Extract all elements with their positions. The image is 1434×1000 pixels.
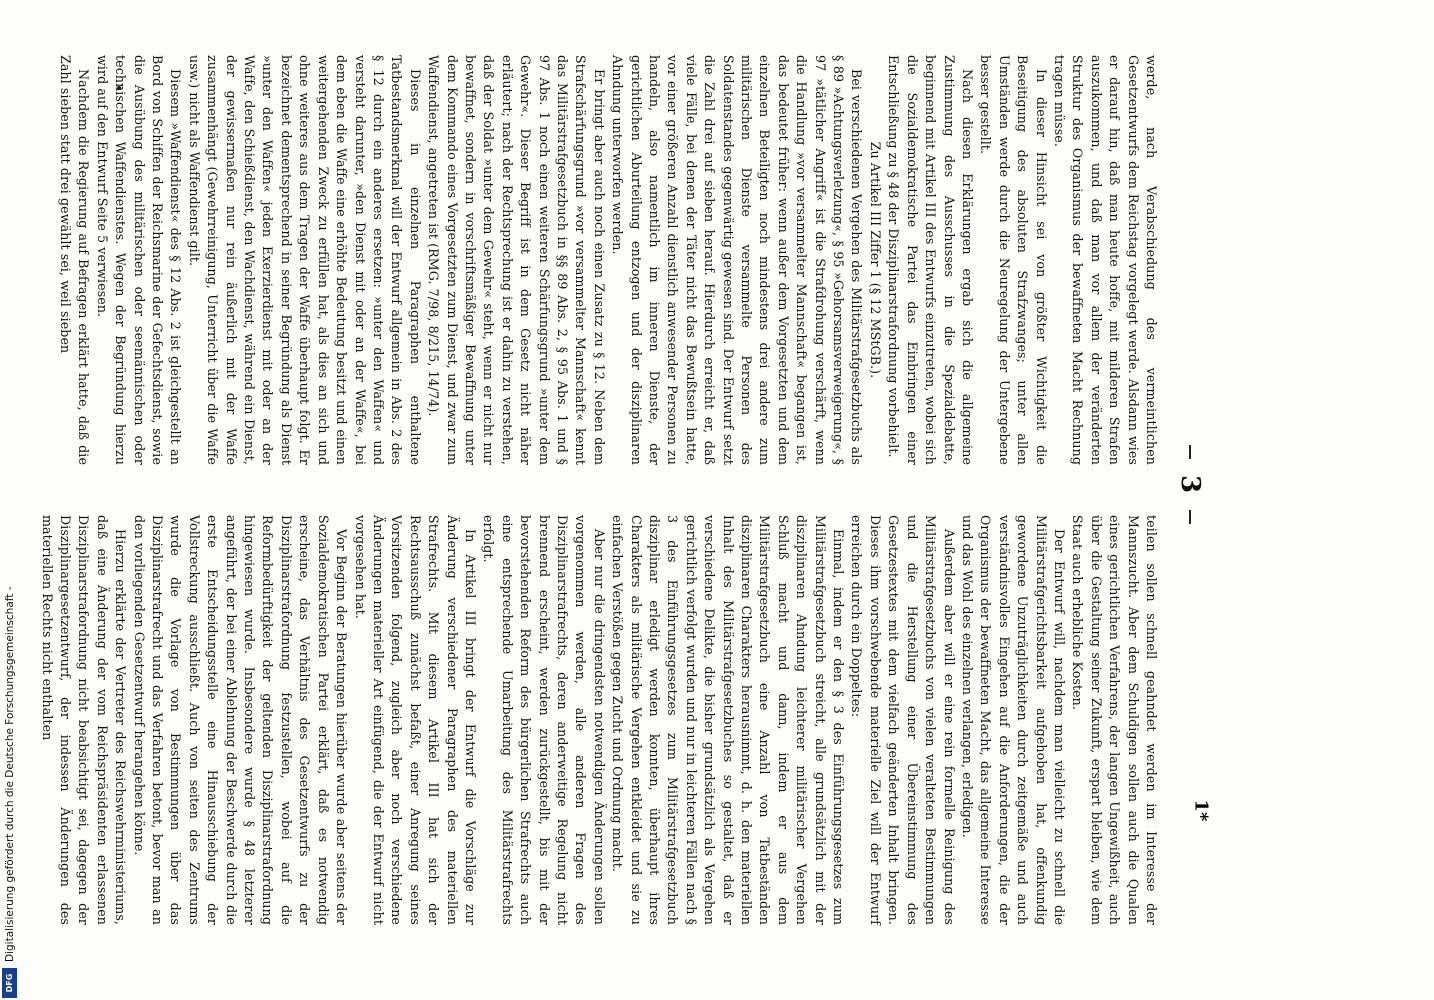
page-number: 3	[1175, 475, 1205, 494]
page-number-dash-left	[1189, 445, 1191, 459]
section-heading: Zu Artikel III Ziffer 1 (§ 12 MStGB.).	[867, 141, 883, 379]
paragraph: Außerdem aber will er eine rein formelle Reinigung des Militärstrafgesetzbuchs von vielen veralteten Bestimmungen und die Herstellung einer Übereinstimmung des Gesetzestextes mit dem vielfach geänderten Inhalt bringen. Dieses ihm vorschwebende materielle Ziel will der Entwurf erreichen durch ein Doppeltes:	[849, 515, 957, 925]
paragraph: Hierzu erklärte der Vertreter des Reichswehrministeriums, daß eine Änderung der vom Reichspräsidenten erlassenen Disziplinarstrafordnung nicht beabsichtigt sei, dagegen der Disziplinargesetzentwurf, der indessen Änderungen des materiellen Rechts nicht enthalten	[39, 515, 129, 925]
paragraph: Bei verschiedenen Vergehen des Militärstrafgesetzbuchs als § 89 »Achtungsverletzung«, § 95 »Gehorsamsverweigerung«, § 97 »tätlicher Angriff« ist die Strafdrohung verschärft, wenn die Handlung »vor versammelter Mannschaft« begangen ist, das bedeutet früher: wenn außer dem Vorgesetzten und dem einzelnen Beteiligten noch mindestens drei andere zum militärischen Dienste versammelte Personen des Soldatenstandes gegenwärtig gewesen sind. Der Entwurf setzt die Zahl drei auf sieben herauf. Hierdurch erreicht er, daß viele Fälle, bei denen der Täter nicht das Bewußtsein hatte, vor einer größeren Anzahl dienstlich anwesender Personen zu handeln, also namentlich im inneren Dienste, der gerichtlichen Aburteilung entzogen und der disziplinaren Ahndung unterworfen werden.	[610, 55, 865, 465]
page-number-dash-right	[1189, 510, 1191, 524]
paragraph: Aber nur die dringendsten notwendigen Änderungen sollen vorgenommen werden, alle anderen Fragen des Disziplinarstrafrechts, deren anderweitige Regelung nicht brennend erscheint, werden zurückgestellt, bis mit der bevorstehenden Reform des bürgerlichen Strafrechts auch eine entsprechende Umarbeitung des Militärstrafrechts erfolgt.	[481, 515, 607, 925]
paragraph: werde, nach Verabschiedung des vermeintlichen Gesetzentwurfs dem Reichstag vorgelegt werde. Alsdann wies er darauf hin, daß man heute hoffe, mit milderen Strafen auszukommen, und daß man vor allem der veränderten Struktur des Organismus der bewaffneten Macht Rechnung tragen müsse.	[1051, 55, 1159, 465]
signature-mark: 1*	[1190, 799, 1212, 822]
paragraph: In Artikel III bringt der Entwurf die Vorschläge zur Änderung verschiedener Paragraphen des materiellen Strafrechts. Mit diesem Artikel III hat sich der Rechtsausschuß zunächst befaßt, einer Anregung seines Vorsitzenden folgend, zugleich aber noch verschiedene Änderungen materieller Art einfügend, die der Entwurf nicht vorgesehen hat.	[352, 515, 478, 925]
paragraph: Nachdem die Regierung auf Befragen erklärt hatte, daß die Zahl sieben statt drei gewählt sei, weil sieben	[58, 55, 92, 465]
rotated-page-content	[39, 55, 1205, 935]
left-text-column	[56, 55, 1160, 465]
paragraph: Er bringt aber auch noch einen Zusatz zu § 12. Neben dem Strafschärfungsgrund »vor versammelter Mannschaft« kennt das Militärstrafgesetzbuch in §§ 89 Abs. 2, § 95 Abs. 1 und § 97 Abs. 1 noch einen weiteren Schärfungsgrund »unter dem Gewehr«. Dieser Begriff ist in dem Gesetz nicht näher erläutert; nach der Rechtsprechung ist er dahin zu verstehen, daß der Soldat »unter dem Gewehr« steht, wenn er nicht nur bewaffnet, sondern in vorschriftsmäßiger Bewaffnung unter dem Kommando eines Vorgesetzten zum Dienst, und zwar zum Waffendienst, angetreten ist (RMG. 7/98, 8/215, 14/74).	[426, 55, 607, 465]
footer-text: Digitalisierung gefördert durch die Deutsche Forschungsgemeinschaft -	[3, 586, 16, 962]
paragraph: teilen sollen schnell geahndet werden im Interesse der Mannszucht. Aber dem Schuldigen sollen auch die Qualen eines gerichtlichen Verfahrens, der langen Ungewißheit, auch über die Gestaltung seiner Zukunft, erspart bleiben, wie dem Staat auch erhebliche Kosten.	[1070, 515, 1159, 925]
paragraph: Dieses in einzelnen Paragraphen enthaltene Tatbestandsmerkmal will der Entwurf allgemein in Abs. 2 des § 12 durch ein anderes ersetzen: »unter den Waffen« und versteht darunter, »den Dienst mit oder an der Waffe«, bei dem eben die Waffe eine erhöhte Bedeutung besitzt und einen weitergehenden Zweck zu erfüllen hat, als dies an sich und ohne weiteres aus dem Tragen der Waffe überhaupt folgt. Er bezeichnet dementsprechend in seiner Begründung als Dienst »unter den Waffen« jeden Exerzierdienst mit oder an der Waffe, den Schießdienst, den Wachdienst, während ein Dienst, der gewissermaßen nur rein äußerlich mit der Waffe zusammenhängt (Gewehrreinigung, Unterricht über die Waffe usw.) nicht als Waffendienst gilt.	[186, 55, 423, 465]
paragraph: Vor Beginn der Beratungen hierüber wurde aber seitens der Sozialdemokratischen Partei erklärt, daß es notwendig erscheine, das Verhältnis des Gesetzentwurfs zu der Disziplinarstrafordnung festzustellen, wobei auf die Reformbedürftigkeit der geltenden Disziplinarstrafordnung hingewiesen wurde. Insbesondere wurde § 48 letzterer angeführt, der bei einer Ablehnung der Beschwerde durch die erste Entscheidungsstelle eine Hinausschiebung der Vollstreckung ausschließt. Auch von seiten des Zentrums wurde die Vorlage von Bestimmungen über das Disziplinarstrafrecht und das Verfahren betont, bevor man an den vorliegenden Gesetzentwurf herangehen könne.	[131, 515, 350, 925]
paragraph: Nach diesen Erklärungen ergab sich die allgemeine Zustimmung des Ausschusses in die Spezialdebatte, beginnend mit Artikel III des Entwurfs einzutreten, wobei sich die Sozialdemokratische Partei das Einbringen einer Entschließung zu § 48 der Disziplinarstrafordnung vorbehielt.	[886, 55, 975, 465]
dfg-logo: DFG	[2, 968, 17, 998]
paragraph: In dieser Hinsicht sei von größter Wichtigkeit die Beseitigung des absoluten Strafzwanges; unter allen Umständen werde durch die Neuregelung der Untergebene besser gestellt.	[978, 55, 1049, 465]
paragraph: Diesem »Waffendienst« des § 12 Abs. 2 ist gleichgestellt an Bord von Schiffen der Reichsmarine der Gefechtsdienst, sowie die Ausübung des militärischen oder seemännischen oder technischen Waffendienstes. Wegen der Begründung hierzu wird auf den Entwurf Seite 5 verwiesen.	[94, 55, 184, 465]
digitization-footer	[2, 586, 17, 998]
right-text-column	[37, 515, 1160, 925]
paragraph: Der Entwurf will, nachdem man vielleicht zu schnell die Militärstrafgerichtsbarkeit aufgehoben hat, offenkundig gewordene Unzuträglichkeiten durch zeitgemäße und auch verständnisvolles Eingehen auf die Anforderungen, die der Organismus der bewaffneten Macht, das allgemeine Interesse und das Wohl des einzelnen verlangen, erledigen.	[959, 515, 1067, 925]
paragraph: Einmal, indem er den § 3 des Einführungsgesetzes zum Militärstrafgesetzbuch streicht, alle grundsätzlich mit der disziplinaren Ahndung leichterer militärischer Vergehen Schluß macht und dann, indem er aus dem Militärstrafgesetzbuch eine Anzahl von Tatbeständen disziplinaren Charakters herausnimmt, d. h. den materiellen Inhalt des Militärstrafgesetzbuches so gestaltet, daß er verschiedene Delikte, die bisher grundsätzlich als Vergehen gerichtlich verfolgt wurden und nur in leichteren Fällen nach § 3 des Einführungsgesetzes zum Militärstrafgesetzbuch disziplinar erledigt werden konnten, überhaupt ihres Charakters als militärische Vergehen entkleidet und sie zu einfachen Verstößen gegen Zucht und Ordnung macht.	[610, 515, 847, 925]
